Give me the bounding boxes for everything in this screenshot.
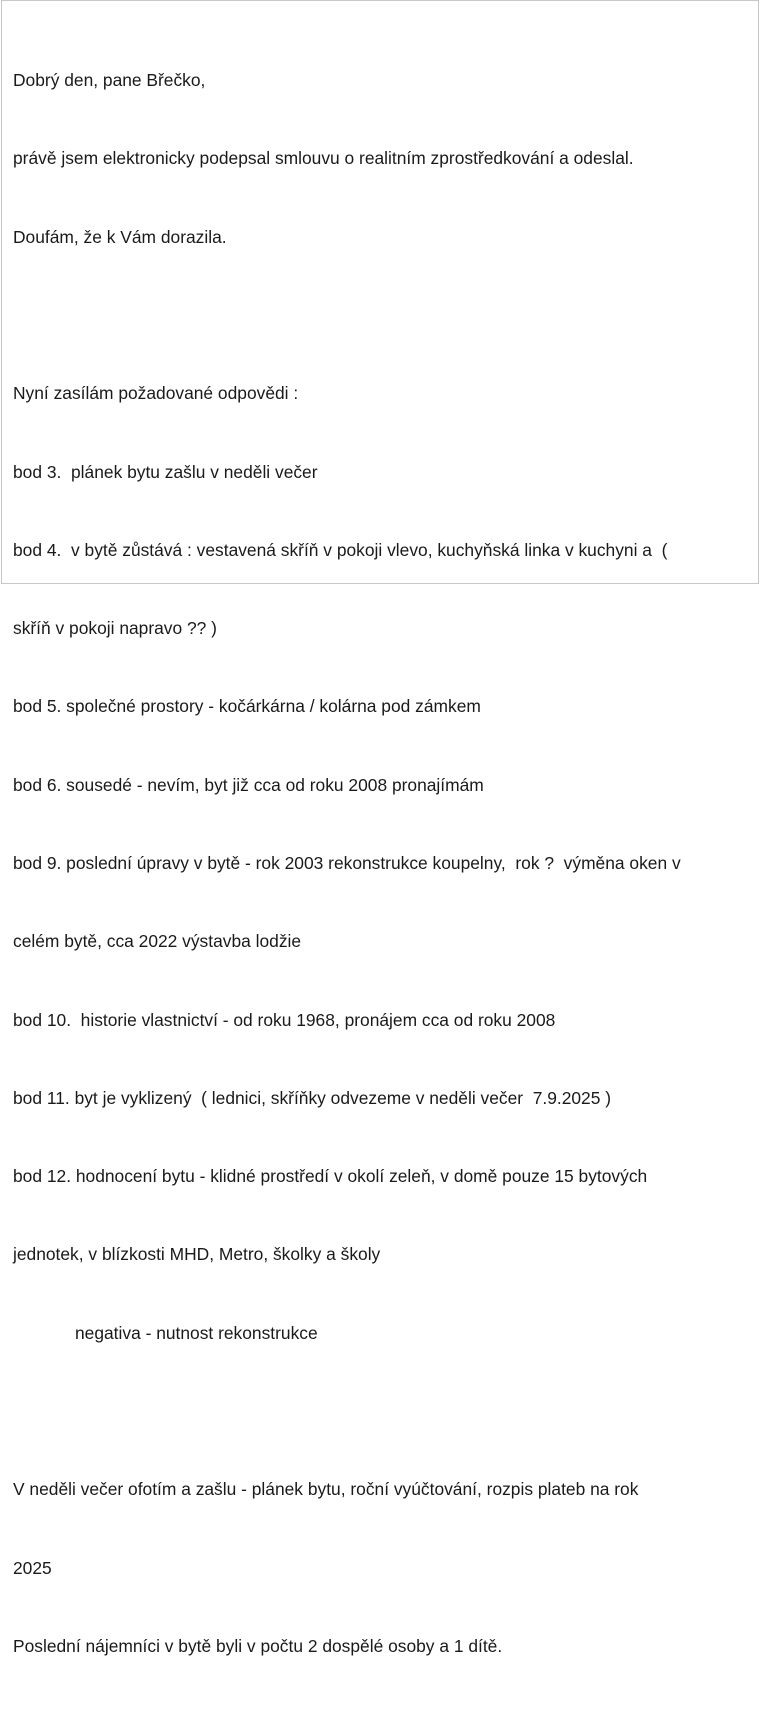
intro-line: právě jsem elektronicky podepsal smlouvu o realitním zprostředkování a odeslal. (13, 148, 634, 169)
answers-heading: Nyní zasílám požadované odpovědi : (13, 383, 299, 404)
answer-item-bod-12: bod 12. hodnocení bytu - klidné prostředí v okolí zeleň, v domě pouze 15 bytových (13, 1166, 648, 1187)
intro-line: Doufám, že k Vám dorazila. (13, 226, 227, 247)
blank-line (13, 1398, 753, 1424)
answer-item-bod-4: bod 4. v bytě zůstává : vestavená skříň v pokoji vlevo, kuchyňská linka v kuchyni a ( (13, 539, 668, 560)
answer-item-bod-3: bod 3. plánek bytu zašlu v neděli večer (13, 461, 318, 482)
closing-line: V neděli večer ofotím a zašlu - plánek bytu, roční vyúčtování, rozpis plateb na rok (13, 1479, 639, 1500)
answer-item-bod-6: bod 6. sousedé - nevím, byt již cca od roku 2008 pronajímám (13, 774, 484, 795)
closing-line: Poslední nájemníci v bytě byli v počtu 2 dospělé osoby a 1 dítě. (13, 1635, 503, 1656)
greeting-line: Dobrý den, pane Břečko, (13, 70, 206, 91)
blank-line (13, 302, 753, 328)
answer-item-bod-4-cont: skříň v pokoji napravo ?? ) (13, 618, 217, 639)
answer-item-bod-12-cont: jednotek, v blízkosti MHD, Metro, školky a školy (13, 1244, 381, 1265)
negatives-line: negativa - nutnost rekonstrukce (75, 1322, 318, 1343)
document-frame (1, 0, 759, 1656)
answer-item-bod-9-cont: celém bytě, cca 2022 výstavba lodžie (13, 931, 302, 952)
answer-item-bod-5: bod 5. společné prostory - kočárkárna / kolárna pod zámkem (13, 696, 481, 717)
answer-item-bod-9: bod 9. poslední úpravy v bytě - rok 2003 rekonstrukce koupelny, rok ? výměna oken v (13, 853, 681, 873)
email-body (13, 15, 753, 1711)
answer-item-bod-11: bod 11. byt je vyklizený ( lednici, skříňky odvezeme v neděli večer 7.9.2025 ) (13, 1087, 612, 1108)
closing-line: 2025 (13, 1557, 52, 1578)
answer-item-bod-10: bod 10. historie vlastnictví - od roku 1968, pronájem cca od roku 2008 (13, 1009, 556, 1030)
